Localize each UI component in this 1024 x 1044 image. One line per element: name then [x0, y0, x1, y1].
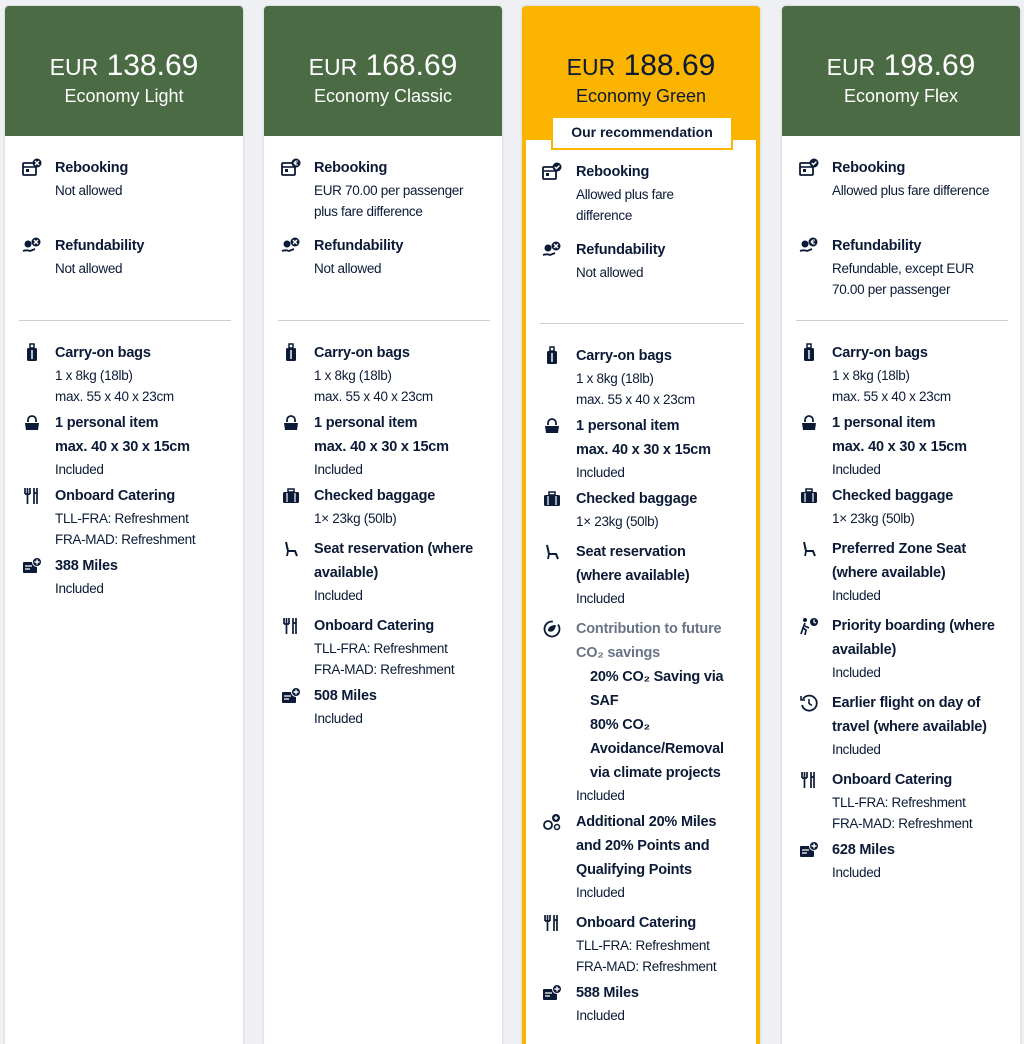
feature-catering: Onboard Catering TLL-FRA: Refreshment FRA-MAD: Refreshment — [526, 911, 756, 977]
feature-miles: 588 Miles Included — [526, 981, 756, 1026]
feature-refundability: Refundability Not allowed — [526, 238, 756, 283]
suitcase-icon — [542, 346, 562, 366]
fare-name: Economy Classic — [313, 86, 453, 106]
refund-fee-icon — [799, 236, 819, 256]
leaf-cycle-icon — [542, 619, 562, 639]
feature-rebooking: Rebooking Not allowed — [5, 156, 243, 201]
rebooking-fee-icon — [281, 158, 301, 178]
feature-rebooking: Rebooking Allowed plus fare difference — [526, 160, 756, 226]
miles-plus-icon — [281, 686, 301, 706]
feature-personal-item: 1 personal item max. 40 x 30 x 15cm Included — [264, 411, 502, 480]
flexibility-section — [5, 136, 243, 320]
feature-miles: 388 Miles Included — [5, 554, 243, 599]
included-section — [5, 321, 243, 599]
recommendation-badge: Our recommendation — [551, 116, 733, 150]
feature-miles: 508 Miles Included — [264, 684, 502, 729]
feature-rebooking: € Rebooking EUR 70.00 per passenger plus fare difference — [264, 156, 502, 222]
fare-header — [5, 6, 243, 136]
miles-plus-icon — [22, 556, 42, 576]
seat-icon — [281, 539, 301, 559]
fare-header — [782, 6, 1020, 136]
feature-carry-on: Carry-on bags 1 x 8kg (18lb) max. 55 x 40 x 23cm — [264, 341, 502, 407]
feature-catering: Onboard Catering TLL-FRA: Refreshment FRA-MAD: Refreshment — [782, 768, 1020, 834]
fare-name: Economy Flex — [843, 86, 959, 106]
feature-checked-baggage: Checked baggage 1× 23kg (50lb) — [264, 484, 502, 529]
cutlery-icon — [22, 486, 42, 506]
feature-refundability: Refundability Not allowed — [264, 234, 502, 279]
refund-denied-icon — [281, 236, 301, 256]
feature-carry-on: Carry-on bags 1 x 8kg (18lb) max. 55 x 40 x 23cm — [526, 344, 756, 410]
feature-miles: 628 Miles Included — [782, 838, 1020, 883]
feature-carry-on: Carry-on bags 1 x 8kg (18lb) max. 55 x 40 x 23cm — [782, 341, 1020, 407]
feature-personal-item: 1 personal item max. 40 x 30 x 15cm Included — [526, 414, 756, 483]
miles-plus-icon — [542, 983, 562, 1003]
fare-price: EUR 138.69 — [49, 49, 199, 82]
included-section — [264, 321, 502, 729]
included-section — [782, 321, 1020, 883]
fare-card-economy-green[interactable] — [522, 6, 760, 1044]
fare-card-economy-light[interactable] — [5, 6, 243, 1044]
feature-earlier-flight: Earlier flight on day of travel (where available) Included — [782, 691, 1020, 760]
flexibility-section — [782, 136, 1020, 320]
feature-catering: Onboard Catering TLL-FRA: Refreshment FRA-MAD: Refreshment — [5, 484, 243, 550]
fare-price: EUR 168.69 — [308, 49, 458, 82]
clock-rewind-icon — [799, 693, 819, 713]
seat-icon — [799, 539, 819, 559]
rebooking-allowed-icon — [799, 158, 819, 178]
fare-name: Economy Green — [575, 86, 707, 106]
feature-refundability: € Refundability Refundable, except EUR 70.00 per passenger — [782, 234, 1020, 300]
feature-carry-on: Carry-on bags 1 x 8kg (18lb) max. 55 x 40 x 23cm — [5, 341, 243, 407]
seat-icon — [542, 542, 562, 562]
feature-co2-contribution: Contribution to future CO₂ savings 20% CO₂ Saving via SAF 80% CO₂ Avoidance/Removal via climate projects Included — [526, 617, 756, 806]
feature-additional-miles: Additional 20% Miles and 20% Points and Qualifying Points Included — [526, 810, 756, 903]
feature-checked-baggage: Checked baggage 1× 23kg (50lb) — [782, 484, 1020, 529]
cutlery-icon — [799, 770, 819, 790]
included-section — [526, 324, 756, 1026]
refund-denied-icon — [542, 240, 562, 260]
fare-price: EUR 188.69 — [566, 49, 716, 82]
suitcase-icon — [281, 343, 301, 363]
handbag-icon — [22, 413, 42, 433]
fare-card-economy-flex[interactable] — [782, 6, 1020, 1044]
flexibility-section — [526, 140, 756, 323]
handbag-icon — [542, 416, 562, 436]
fare-card-economy-classic[interactable] — [264, 6, 502, 1044]
cutlery-icon — [281, 616, 301, 636]
feature-seat-reservation: Seat reservation (where available) Included — [264, 537, 502, 606]
fare-header — [264, 6, 502, 136]
feature-refundability: Refundability Not allowed — [5, 234, 243, 279]
fare-price: EUR 198.69 — [826, 49, 976, 82]
suitcase-icon — [22, 343, 42, 363]
miles-plus-icon — [799, 840, 819, 860]
svg-text:€: € — [293, 159, 299, 168]
feature-personal-item: 1 personal item max. 40 x 30 x 15cm Included — [782, 411, 1020, 480]
handbag-icon — [281, 413, 301, 433]
rebooking-allowed-icon — [542, 162, 562, 182]
feature-checked-baggage: Checked baggage 1× 23kg (50lb) — [526, 487, 756, 532]
suitcase-icon — [799, 343, 819, 363]
feature-catering: Onboard Catering TLL-FRA: Refreshment FRA-MAD: Refreshment — [264, 614, 502, 680]
feature-rebooking: Rebooking Allowed plus fare difference — [782, 156, 1020, 201]
priority-boarding-icon — [799, 616, 819, 636]
feature-preferred-seat: Preferred Zone Seat (where available) Included — [782, 537, 1020, 606]
checked-bag-icon — [281, 486, 301, 506]
coins-plus-icon — [542, 812, 562, 832]
fare-name: Economy Light — [64, 86, 184, 106]
handbag-icon — [799, 413, 819, 433]
checked-bag-icon — [799, 486, 819, 506]
checked-bag-icon — [542, 489, 562, 509]
feature-seat-reservation: Seat reservation (where available) Included — [526, 540, 756, 609]
rebooking-denied-icon — [22, 158, 42, 178]
flexibility-section — [264, 136, 502, 320]
feature-priority-boarding: Priority boarding (where available) Included — [782, 614, 1020, 683]
cutlery-icon — [542, 913, 562, 933]
svg-text:€: € — [810, 238, 816, 247]
refund-denied-icon — [22, 236, 42, 256]
feature-personal-item: 1 personal item max. 40 x 30 x 15cm Included — [5, 411, 243, 480]
